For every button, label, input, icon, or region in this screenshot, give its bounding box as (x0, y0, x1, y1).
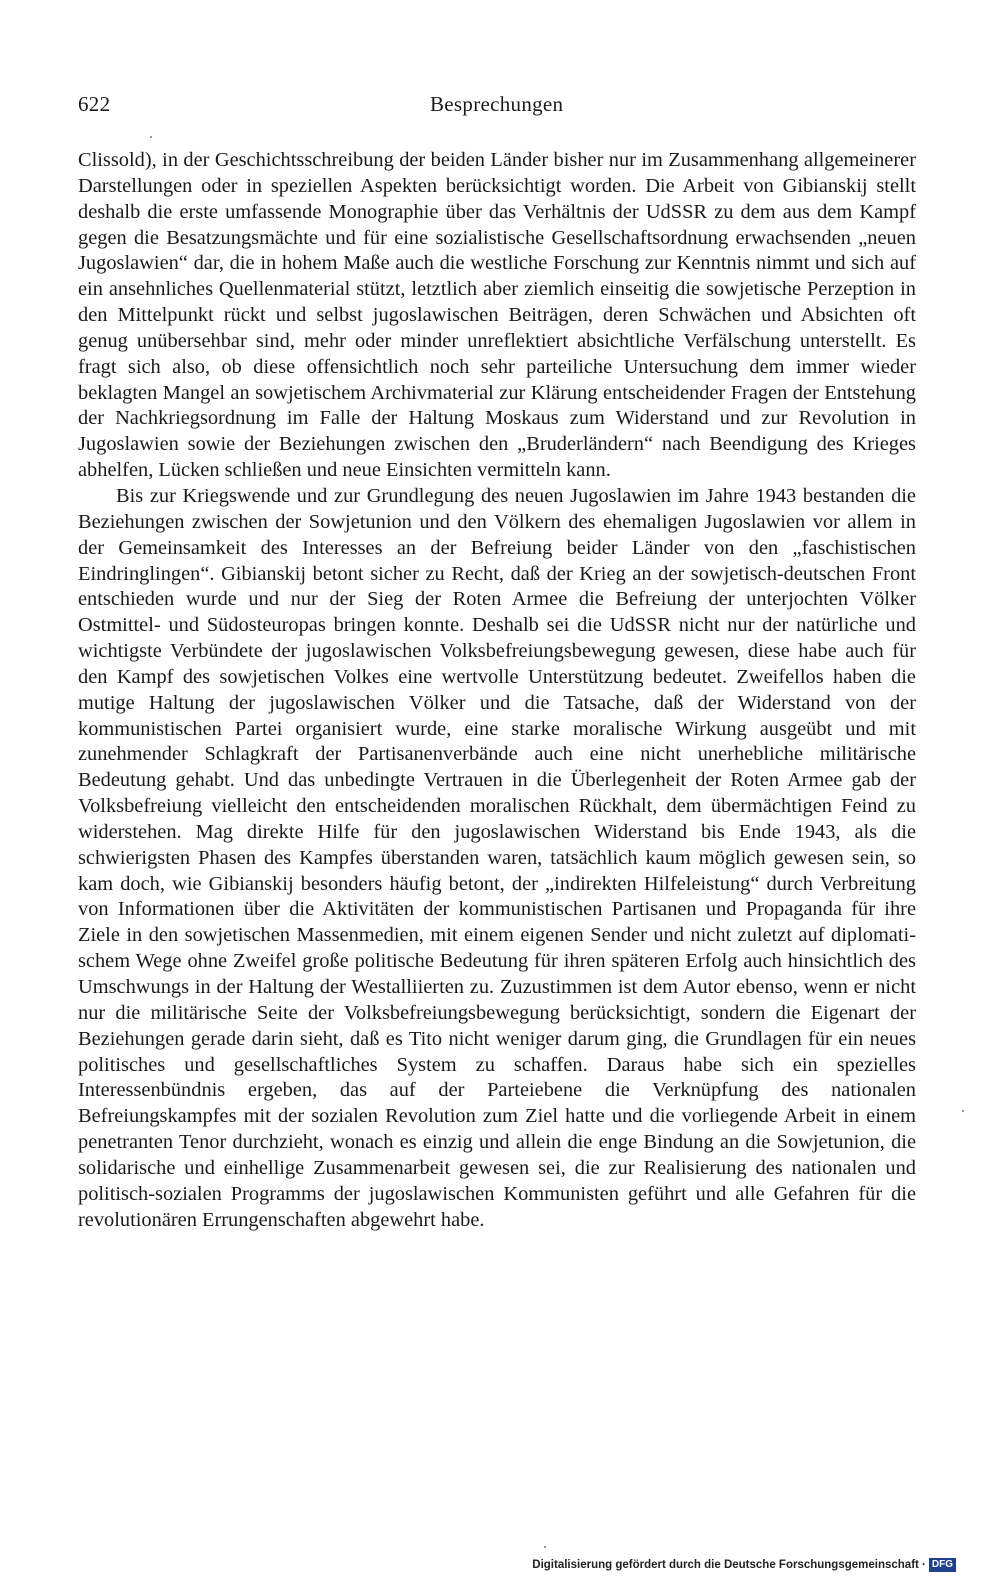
credit-text: Digitalisierung gefördert durch die Deutsche Forschungsgemeinschaft · (532, 1559, 926, 1571)
digitization-credit (532, 1558, 956, 1572)
paragraph-1: Clissold), in der Geschichtsschreibung der beiden Länder bisher nur im Zusammenhang allgemeinerer Darstellungen oder in speziellen Aspekten berücksichtigt worden. Die Arbeit von Gibianskij stellt deshalb die erste umfassende Monographie über das Verhältnis der UdSSR zu dem aus dem Kampf gegen die Besatzungsmächte und für eine sozialistische Gesellschaftsordnung erwachsenden „neuen Jugoslawien“ dar, die in hohem Maße auch die westliche Forschung zur Kenntnis nimmt und sich auf ein ansehnliches Quellenmaterial stützt, letztlich aber ziemlich einseitig die sowjetische Perzeption in den Mittelpunkt rückt und selbst jugoslawischen Beiträgen, deren Schwächen und Absichten oft genug unübersehbar sind, mehr oder minder unreflektiert absichtliche Verfälschung unterstellt. Es fragt sich also, ob diese offensichtlich noch sehr parteiliche Untersuchung dem immer wieder beklagten Mangel an sowjetischem Archivmaterial zur Klärung entscheidender Fragen der Entstehung der Nachkriegsordnung im Falle der Haltung Moskaus zum Widerstand und zur Revolution in Jugoslawien sowie der Beziehungen zwischen den „Bruderländern“ nach Beendigung des Krieges abhelfen, Lücken schließen und neue Einsichten vermitteln kann. (78, 149, 916, 482)
scan-speck (150, 136, 152, 138)
dfg-logo: DFG (929, 1558, 956, 1572)
scan-speck (544, 1546, 546, 1548)
article-body (78, 148, 916, 1233)
page-number: 622 (78, 92, 111, 116)
running-head: Besprechungen (430, 92, 564, 116)
scan-speck (962, 1110, 964, 1112)
paragraph-2: Bis zur Kriegswende und zur Grundlegung des neuen Jugoslawien im Jahre 1943 bestanden die Beziehungen zwischen der Sowjetunion und den Völkern des ehemaligen Jugoslawien vor allem in der Gemeinsamkeit des Interesses an der Befreiung beider Länder von den „faschistischen Eindringlingen“. Gibianskij betont sicher zu Recht, daß der Krieg an der sowjetisch-deutschen Front entschieden wurde und nur der Sieg der Roten Armee die Befreiung der unterjochten Völker Ostmittel- und Südosteuropas bringen konnte. Deshalb sei die UdSSR nicht nur der natürliche und wichtigste Verbündete der jugoslawischen Volksbefreiungsbewegung gewesen, diese habe auch für den Kampf des sowjetischen Volkes eine wertvolle Unterstützung bedeutet. Zweifellos haben die mutige Haltung der jugoslawischen Völker und die Tatsache, daß der Widerstand von der kommunistischen Partei organisiert wurde, eine starke moralische Wirkung ausgeübt und mit zunehmender Schlagkraft der Partisanenverbände auch eine nicht unerhebliche militärische Bedeutung gehabt. Und das unbedingte Vertrauen in die Überlegenheit der Roten Armee gab der Volksbefreiung vielleicht den entscheidenden moralischen Rückhalt, dem übermächtigen Feind zu widerstehen. Mag direkte Hilfe für den jugoslawischen Widerstand bis Ende 1943, als die schwierigsten Phasen des Kampfes überstanden waren, tatsächlich kaum möglich gewesen sein, so kam doch, wie Gibianskij besonders häufig betont, der „indirekten Hilfeleistung“ durch Verbreitung von Informationen über die Aktivitäten der kommunistischen Partisanen und Propaganda für ihre Ziele in den sowjetischen Massenmedien, mit einem eigenen Sender und nicht zuletzt auf diplomatischem Wege ohne Zweifel große politische Bedeutung für ihren späteren Erfolg auch hinsichtlich des Umschwungs in der Haltung der Westalliierten zu. Zuzustimmen ist dem Autor ebenso, wenn er nicht nur die militärische Seite der Volksbefreiungsbewegung berücksichtigt, sondern die Eigenart der Beziehungen gerade darin sieht, daß es Tito nicht weniger darum ging, die Grundlagen für ein neues politisches und gesellschaftliches System zu schaffen. Daraus habe sich ein spezielles Interessenbündnis ergeben, das auf der Parteiebene die Verknüpfung des nationalen Befreiungskampfes mit der sozialen Revolution zum Ziel hatte und die vorliegende Arbeit in einem penetranten Tenor durchzieht, wonach es einzig und allein die enge Bindung an die Sowjetunion, die solidarische und einhellige Zusammenarbeit gewesen sei, die zur Realisierung des nationalen und politisch-sozialen Programms der jugoslawischen Kommunisten geführt und alle Gefahren für die revolutionären Errungenschaften abgewehrt habe. (78, 484, 916, 1231)
